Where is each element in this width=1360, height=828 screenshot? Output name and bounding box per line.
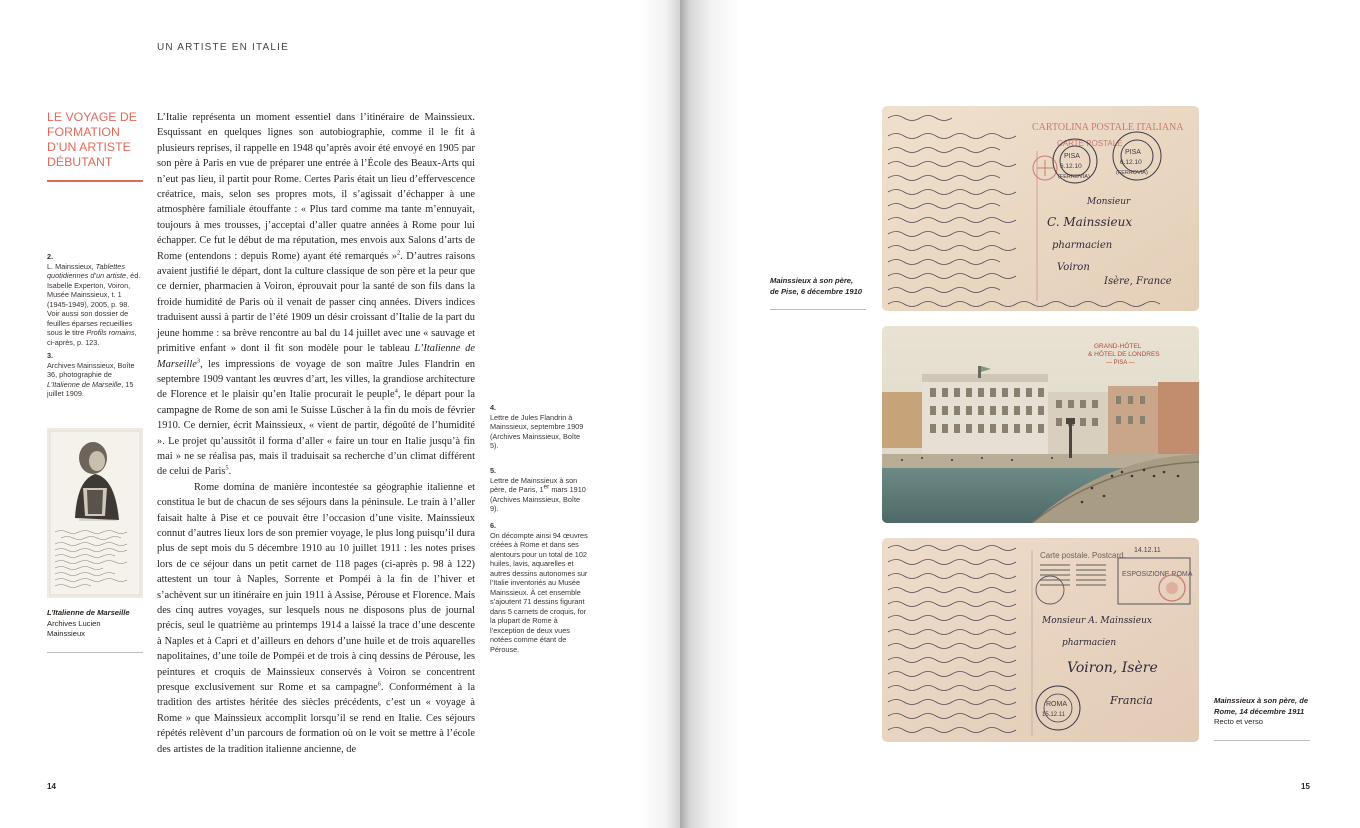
- hotel-title: — PISA —: [1106, 360, 1135, 366]
- hotel-title: GRAND-HÔTEL: [1094, 343, 1142, 350]
- footnote-number: 5.: [490, 466, 497, 475]
- footnote-5: [490, 466, 590, 514]
- caption-title: Mainssieux à son père, de: [1214, 696, 1309, 705]
- address-line: Francia: [1110, 694, 1153, 707]
- address-line: Monsieur: [1087, 197, 1131, 207]
- caption-line: Recto et verso: [1214, 717, 1263, 726]
- page-number-left: 14: [47, 782, 56, 791]
- footnote-number: 3.: [47, 351, 54, 360]
- footnote-2: [47, 252, 143, 347]
- footnote-text: Archives Mainssieux, Boîte 36, photographie de L’Italienne de Marseille, 15 juillet 1909.: [47, 360, 135, 398]
- postcard-rome-caption: [1214, 696, 1324, 728]
- footnote-6: [490, 521, 590, 654]
- caption-title: L’Italienne de Marseille: [47, 608, 130, 617]
- caption-title: Rome, 14 décembre 1911: [1214, 706, 1305, 716]
- caption-line: Archives Lucien: [47, 618, 101, 628]
- footnote-text: On décompte ainsi 94 œuvres créées à Rome et dans ses alentours pour un total de 102 huiles, lavis, aquarelles et autres dessins autonomes sur l’Italie inventoriés au Musée Mainssieux. À cet ensemble s’ajoutent 71 dessins figurant dans 5 carnets de croquis, for la plupart de Rome à l’exception de deux vues notées comme étant de Pérouse.: [490, 530, 588, 654]
- postcard-pise-illustration: [882, 106, 1199, 311]
- footnote-3: [47, 351, 143, 399]
- address-line: Voiron: [1057, 262, 1090, 273]
- footnote-text: Lettre de Jules Flandrin à Mainssieux, septembre 1909 (Archives Mainssieux, Boîte 5).: [490, 412, 584, 450]
- caption-rule: [47, 652, 143, 653]
- postcard-header: CARTOLINA POSTALE ITALIANA: [1032, 122, 1184, 133]
- footnote-number: 4.: [490, 403, 497, 412]
- postmark-text: PISA: [1064, 153, 1080, 160]
- svg-text:(FERROVIA): (FERROVIA): [1116, 170, 1148, 176]
- paragraph: Rome domina de manière incontestée sa géographie italienne et constitua le but de chacun de ses séjours dans la péninsule. Le train à l’aller faisait halte à Pise et ce pouvait être l’occasion d’une visite. Mainssieux connut d’autres lieux lors de son premier voyage, le plus long puisqu’il dura plus de sept mois du 5 décembre 1910 au 10 juillet 1911 : les notes prises lors de ce séjour dans un petit carnet de 118 pages (ci-après p. 98 à 122) attestent un tour à Naples, Sorrente et Pompéi à la fin de l’hiver et s’achèvent sur un itinéraire en juin 1911 à Assise, Pérouse et Florence. Mais des cinq autres voyages, sur lesquels nous ne disposons plus de journal précis, seul le quatrième au printemps 1914 a laissé la trace d’une descente à Naples et à Capri et d’ailleurs en dehors d’une huile et de trois aquarelles napolitaines, d’une toile de Pompéi et de trois à cinq dessins de Pérouse, les peintures et croquis de Mainssieux conservés à Voiron se concentrent presque exclusivement sur Rome et sa campagne$^6$. Conformément à la tradition des artistes héritée des siècles précédents, c’est un « voyage à Rome » que Mainssieux accomplit lorsqu’il se rend en Italie. Ces séjours répétés relèvent d’un parcours de formation où on le voit se mettre à l’école des artistes de la tradition italienne ancienne, de: [157, 481, 475, 755]
- postmark-text: ROMA: [1046, 701, 1067, 708]
- paragraph: L’Italie représenta un moment essentiel dans l’itinéraire de Mainssieux. Esquissant en quelques lignes son autobiographie, comme il le fit à plusieurs reprises, il rappelle en 1948 qu’après avoir été envoyé en 1905 par son père à Paris en vue de préparer une entrée à l’École des Beaux-Arts qui n’eut pas lieu, il partit pour Rome. Certes Paris était un lieu d’effervescence créatrice, mais, selon ses propres mots, il s’agissait d’échapper à une atmosphère familiale étouffante : « Plus tard comme ma tante m’ennuyait, toujours à mes trousses, j’acceptai d’aller quatre années à Rome pour lui échapper. Ce fut le début de ma réputation, mes envois aux Salons d’arts de Rome (entendons : depuis Rome) ayant été remarqués »$^2$. D’autres raisons avaient justifié le départ, dont la culture classique de son père et la peur que ce dernier, pharmacien à Voiron, éprouvait pour la santé de son fils dans la froide humidité de Paris où il venait de passer cinq années. Divers indices traduisent aussi à partir de l’été 1909 un désir croissant d’Italie de la part du jeune homme : sa brève rencontre au bal du 14 juillet avec une « sauvage et primitive enfant » dont il fit son modèle pour le tableau L’Italienne de Marseille$^3$, les impressions de voyage de son maître Jules Flandrin en septembre 1909 vantant les œuvres d’art, les villes, la grandiose architecture de Florence et le plaisir qu’en Italie procurait le peuple$^4$, le départ pour la campagne de Rome de son ami le Suisse Lüscher à la fin du mois de février 1910. Ce dernier, écrit Mainssieux, « vient de partir, dégoûté de l’humidité ». Le projet qu’aussitôt il forma d’aller « faire un tour en Italie jusqu’à fin mai » ne se réalisa pas, mais il traduisait sa recherche d’un climat différent de celui de Paris$^5$.: [157, 112, 475, 478]
- postmark-text: (FERROVIA): [1058, 174, 1090, 180]
- footnote-number: 6.: [490, 521, 497, 530]
- postmark-text: 15.12.11: [1042, 712, 1065, 718]
- footnote-text: Lettre de Mainssieux à son père, de Paris, 1er mars 1910 (Archives Mainssieux, Boîte 9).: [490, 475, 586, 513]
- portrait-photo-document: [47, 428, 143, 598]
- postcard-rome-back: [882, 538, 1199, 742]
- address-line: Isère, France: [1104, 276, 1172, 287]
- portrait-illustration: [47, 428, 143, 598]
- portrait-caption: [47, 608, 143, 640]
- footnote-text: L. Mainssieux, Tablettes quotidiennes d’un artiste, éd. Isabelle Experton, Voiron, Musée Mainssieux, t. 1 (1945-1949), 2005, p. 98. Voir aussi son dossier de feuilles éparses recueillies sous le titre Profils romains, ci-après, p. 123.: [47, 261, 141, 347]
- address-line: Voiron, Isère: [1067, 660, 1158, 676]
- section-title: LE VOYAGE DE FORMATION D’UN ARTISTE DÉBUTANT: [47, 110, 137, 169]
- running-head: UN ARTISTE EN ITALIE: [157, 42, 289, 53]
- address-line: pharmacien: [1052, 240, 1113, 251]
- address-line: pharmacien: [1062, 638, 1117, 648]
- postmark-text: 6.12.10: [1060, 163, 1082, 170]
- postcard-subheader: CARTE POSTALE: [1057, 139, 1123, 148]
- main-text-column: [157, 110, 475, 757]
- postcard-header: Carte postale. Postcard.: [1040, 551, 1126, 560]
- postmark-stamp-text: ESPOSIZIONE ROMA: [1122, 571, 1193, 578]
- postmark-date: 14.12.11: [1134, 547, 1161, 554]
- postcard-pise-back: [882, 106, 1199, 311]
- right-page: [680, 0, 1360, 828]
- page-number-right: 15: [1301, 782, 1310, 791]
- address-line: C. Mainssieux: [1047, 215, 1133, 229]
- postcard-pise-caption: [770, 276, 880, 297]
- postcard-hotel-view: [882, 326, 1199, 523]
- address-line: Monsieur A. Mainssieux: [1042, 616, 1153, 626]
- caption-rule: [770, 309, 866, 310]
- hotel-illustration: [882, 326, 1199, 523]
- svg-text:6.12.10: 6.12.10: [1120, 159, 1142, 166]
- caption-title: de Pise, 6 décembre 1910: [770, 286, 863, 296]
- caption-rule: [1214, 740, 1310, 741]
- hotel-title: & HÔTEL DE LONDRES: [1088, 351, 1160, 358]
- svg-text:PISA: PISA: [1125, 149, 1141, 156]
- caption-line: Mainssieux: [47, 629, 85, 638]
- caption-title: Mainssieux à son père,: [770, 276, 854, 285]
- footnote-number: 2.: [47, 252, 54, 261]
- postcard-rome-illustration: [882, 538, 1199, 742]
- footnote-4: [490, 403, 590, 451]
- section-title-rule: [47, 180, 143, 182]
